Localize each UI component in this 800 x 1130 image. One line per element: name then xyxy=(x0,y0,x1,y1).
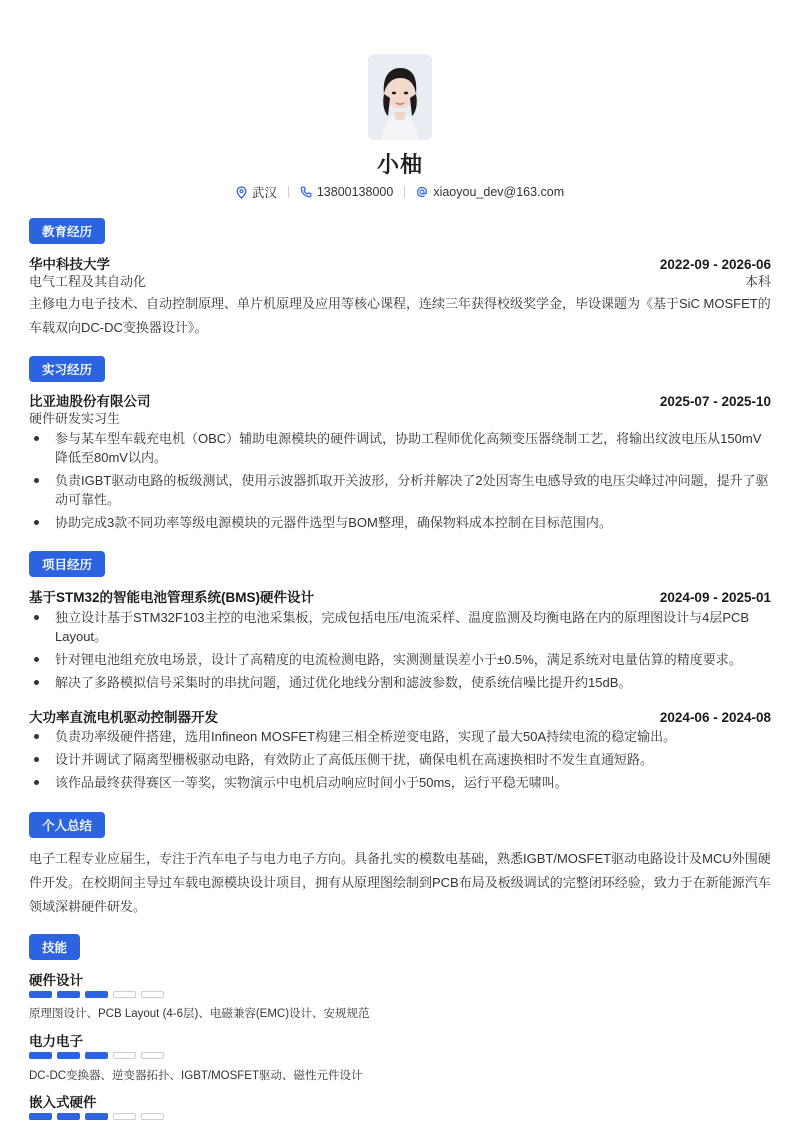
education-period: 2022-09 - 2026-06 xyxy=(659,257,771,272)
skill-level-segment-filled xyxy=(57,1052,80,1059)
avatar-illustration xyxy=(368,54,432,140)
profile-photo xyxy=(368,54,432,140)
section-tag-education: 教育经历 xyxy=(29,218,105,244)
skill-name: 硬件设计 xyxy=(29,973,83,988)
project-title: 大功率直流电机驱动控制器开发 xyxy=(29,710,218,725)
degree: 本科 xyxy=(744,274,771,289)
list-item: 设计并调试了隔离型栅极驱动电路，有效防止了高低压侧干扰，确保电机在高速换相时不发生直通短路。 xyxy=(29,750,771,769)
project-period: 2024-06 - 2024-08 xyxy=(659,710,771,725)
skill-level-segment-empty xyxy=(141,1113,164,1120)
skill-name: 嵌入式硬件 xyxy=(29,1095,97,1110)
education-detail: 主修电力电子技术、自动控制原理、单片机原理及应用等核心课程，连续三年获得校级奖学金，毕设课题为《基于SiC MOSFET的车载双向DC-DC变换器设计》。 xyxy=(29,296,771,335)
summary-text: 电子工程专业应届生，专注于汽车电子与电力电子方向。具备扎实的模数电基础，熟悉IGBT/MOSFET驱动电路设计及MCU外围硬件开发。在校期间主导过车载电源模块设计项目，拥有从原理图绘制到PCB布局及板级调试的完整闭环经验，致力于在新能源汽车领域深耕硬件研发。 xyxy=(29,851,771,914)
location-pin-icon xyxy=(236,186,247,199)
major: 电气工程及其自动化 xyxy=(29,274,147,289)
skill-name: 电力电子 xyxy=(29,1034,83,1049)
list-item: 协助完成3款不同功率等级电源模块的元器件选型与BOM整理，确保物料成本控制在目标范围内。 xyxy=(29,513,771,532)
contact-bar xyxy=(0,183,800,201)
skill-level-segment-filled xyxy=(85,991,108,998)
divider xyxy=(288,186,289,198)
city-text: 武汉 xyxy=(251,186,277,200)
section-tag-internship: 实习经历 xyxy=(29,356,105,382)
skill-level-segment-empty xyxy=(113,1052,136,1059)
education-subheader xyxy=(29,271,771,290)
skill-level-segment-filled xyxy=(57,991,80,998)
skill-level-segment-filled xyxy=(29,1113,52,1120)
section-tag-summary: 个人总结 xyxy=(29,812,105,838)
skill-level-segment-filled xyxy=(85,1113,108,1120)
skill-level-bar xyxy=(29,1052,164,1059)
project-title: 基于STM32的智能电池管理系统(BMS)硬件设计 xyxy=(29,590,315,605)
contact-email xyxy=(416,185,564,199)
skill-level-segment-empty xyxy=(141,991,164,998)
school-name: 华中科技大学 xyxy=(29,257,110,272)
list-item: 解决了多路模拟信号采集时的串扰问题，通过优化地线分割和滤波参数，使系统信噪比提升约15dB。 xyxy=(29,673,771,692)
internship-period: 2025-07 - 2025-10 xyxy=(659,394,771,409)
skill-level-segment-filled xyxy=(85,1052,108,1059)
internship-role: 硬件研发实习生 xyxy=(29,411,121,426)
skill-description: DC-DC变换器、逆变器拓扑、IGBT/MOSFET驱动、磁性元件设计 xyxy=(29,1070,363,1082)
skill-level-segment-filled xyxy=(57,1113,80,1120)
project-header xyxy=(29,706,771,726)
skill-level-segment-filled xyxy=(29,1052,52,1059)
at-sign-icon xyxy=(416,186,428,198)
list-item: 独立设计基于STM32F103主控的电池采集板，完成包括电压/电流采样、温度监测及均衡电路在内的原理图设计与4层PCB Layout。 xyxy=(29,608,771,646)
skill-level-segment-empty xyxy=(113,991,136,998)
contact-location xyxy=(236,183,277,201)
contact-phone xyxy=(300,185,393,199)
project-bullets xyxy=(29,727,771,796)
email-text[interactable]: xiaoyou_dev@163.com xyxy=(433,185,565,199)
internship-bullets xyxy=(29,429,771,536)
skill-level-segment-filled xyxy=(29,991,52,998)
list-item: 针对锂电池组充放电场景，设计了高精度的电流检测电路，实测测量误差小于±0.5%，满足系统对电量估算的精度要求。 xyxy=(29,650,771,669)
section-tag-projects: 项目经历 xyxy=(29,551,105,577)
project-header xyxy=(29,586,771,606)
skill-level-bar xyxy=(29,1113,164,1120)
list-item: 参与某车型车载充电机（OBC）辅助电源模块的硬件调试，协助工程师优化高频变压器绕制工艺，将输出纹波电压从150mV降低至80mV以内。 xyxy=(29,429,771,467)
phone-icon xyxy=(300,186,312,198)
project-bullets xyxy=(29,608,771,696)
company-name: 比亚迪股份有限公司 xyxy=(29,394,151,409)
candidate-name: 小柚 xyxy=(376,152,423,177)
phone-text[interactable]: 13800138000 xyxy=(316,185,394,199)
list-item: 该作品最终获得赛区一等奖，实物演示中电机启动响应时间小于50ms，运行平稳无啸叫。 xyxy=(29,773,771,792)
skill-level-segment-empty xyxy=(141,1052,164,1059)
list-item: 负责IGBT驱动电路的板级测试，使用示波器抓取开关波形，分析并解决了2处因寄生电感导致的电压尖峰过冲问题，提升了驱动可靠性。 xyxy=(29,471,771,509)
internship-role-row xyxy=(29,408,771,427)
skill-level-segment-empty xyxy=(113,1113,136,1120)
skill-description: 原理图设计、PCB Layout (4-6层)、电磁兼容(EMC)设计、安规规范 xyxy=(29,1008,370,1020)
divider xyxy=(404,186,405,198)
list-item: 负责功率级硬件搭建，选用Infineon MOSFET构建三相全桥逆变电路，实现了最大50A持续电流的稳定输出。 xyxy=(29,727,771,746)
skill-level-bar xyxy=(29,991,164,998)
education-header xyxy=(29,253,771,273)
internship-header xyxy=(29,390,771,410)
project-period: 2024-09 - 2025-01 xyxy=(659,590,771,605)
section-tag-skills: 技能 xyxy=(29,934,80,960)
